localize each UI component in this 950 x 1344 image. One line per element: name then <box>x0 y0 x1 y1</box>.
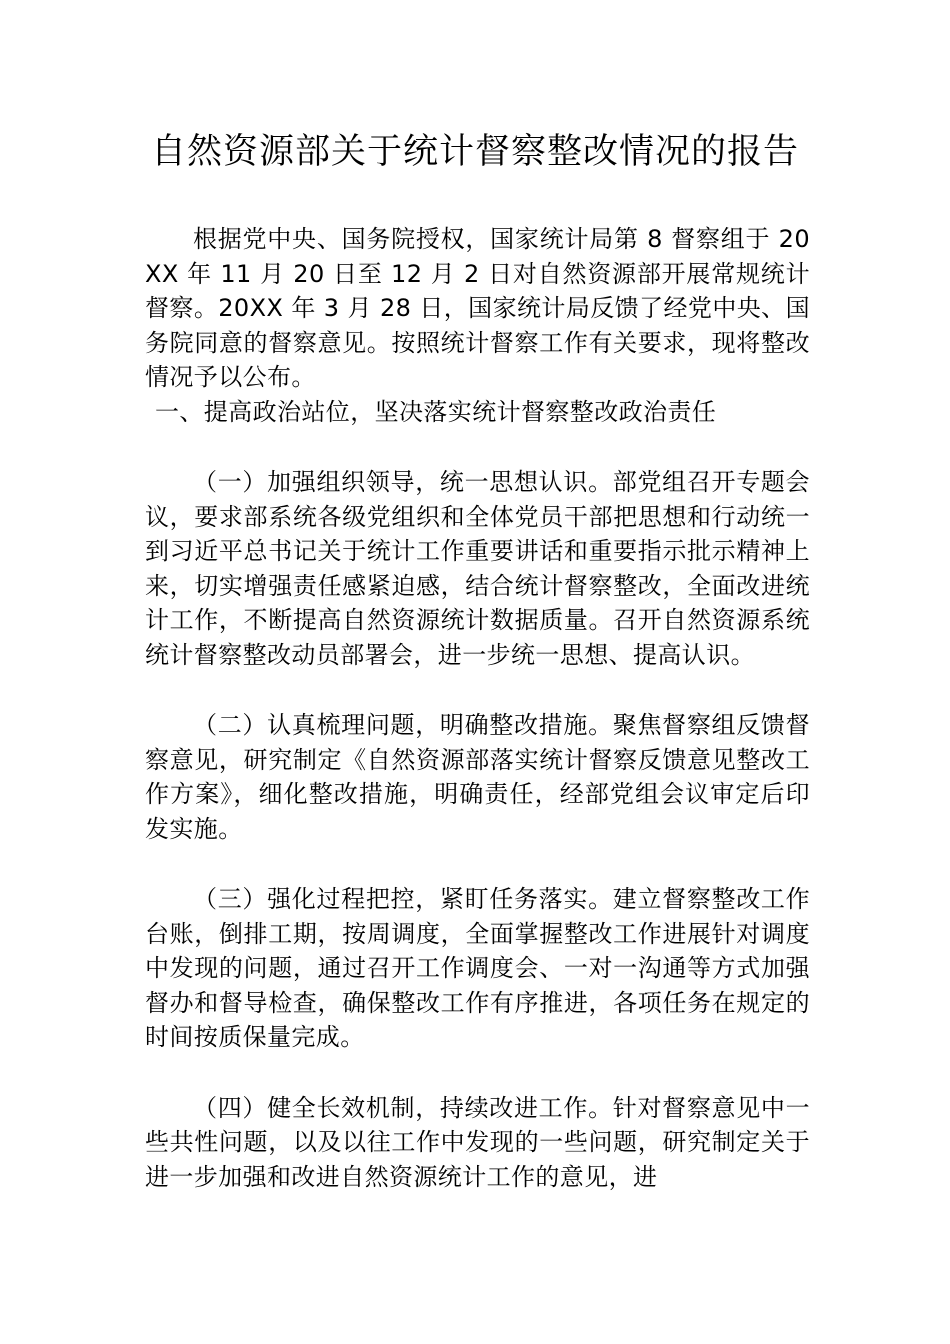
paragraph-gap <box>145 1055 810 1091</box>
paragraph-gap <box>145 846 810 882</box>
paragraph-3: （三）强化过程把控，紧盯任务落实。建立督察整改工作台账，倒排工期，按周调度，全面掌握整改工作进展针对调度中发现的问题，通过召开工作调度会、一对一沟通等方式加强督办和督导检查，确保整改工作有序推进，各项任务在规定的时间按质保量完成。 <box>145 885 810 1051</box>
section-heading-1: 一、提高政治站位，坚决落实统计督察整改政治责任 <box>155 397 717 426</box>
paragraph-1: （一）加强组织领导，统一思想认识。部党组召开专题会议，要求部系统各级党组织和全体党员干部把思想和行动统一到习近平总书记关于统计工作重要讲话和重要指示批示精神上来，切实增强责任感紧迫感，结合统计督察整改，全面改进统计工作，不断提高自然资源统计数据质量。召开自然资源系统统计督察整改动员部署会，进一步统一思想、提高认识。 <box>145 468 810 669</box>
document-title: 自然资源部关于统计督察整改情况的报告 <box>150 132 799 172</box>
paragraph-gap <box>145 672 810 708</box>
paragraph-4: （四）健全长效机制，持续改进工作。针对督察意见中一些共性问题，以及以往工作中发现的一些问题，研究制定关于进一步加强和改进自然资源统计工作的意见，进 <box>145 1093 810 1191</box>
paragraph-2: （二）认真梳理问题，明确整改措施。聚焦督察组反馈督察意见，研究制定《自然资源部落实统计督察反馈意见整改工作方案》，细化整改措施，明确责任，经部党组会议审定后印发实施。 <box>145 711 810 843</box>
document-body <box>145 222 810 1194</box>
intro-paragraph: 根据党中央、国务院授权，国家统计局第 8 督察组于 20XX 年 11 月 20 日至 12 月 2 日对自然资源部开展常规统计督察。20XX 年 3 月 28 日，国家统计局反馈了经党中央、国务院同意的督察意见。按照统计督察工作有关要求，现将整改情况予以公布。 <box>145 225 810 391</box>
paragraph-gap <box>145 429 810 465</box>
